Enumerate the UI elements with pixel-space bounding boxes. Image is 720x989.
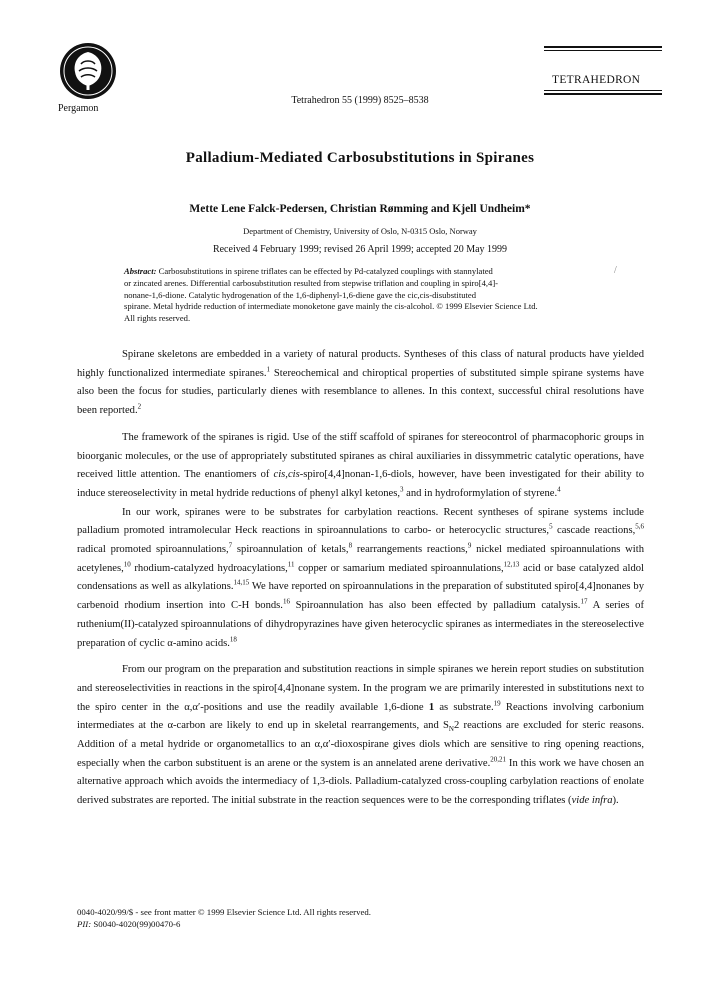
body-text [77,346,644,811]
abstract-line: All rights reserved. [124,313,191,324]
article-title: Palladium-Mediated Carbosubstitutions in Spiranes [185,150,535,166]
author-list: Mette Lene Falck-Pedersen, Christian Rømming and Kjell Undheim* [189,203,531,215]
header-rule-top [544,46,662,48]
body-paragraph: Spirane skeletons are embedded in a variety of natural products. Syntheses of this class of natural products have yielded highly functionalized intermediate spiranes.$^1$ Stereochemical and chiroptical properties of substituted simple spirane systems have also been the focus for studies, particularly dienes with resemblance to allenes. In this context, successful chiral resolutions have been reported.$^2$ [77,349,644,417]
body-paragraph: From our program on the preparation and substitution reactions in simple spiranes we herein report studies on substitution and stereoselectivities in reactions in the spiro[4,4]nonane system. In the program we are primarily interested in substitutions next to the spiro center in the α,α′-positions and use the readily available 1,6-dione 1 as substrate.$^{19}$ Reactions involving carbonium intermediates at the α-carbon are likely to end up in skeletal rearrangements, and $S_N2$ reactions are excluded for steric reasons. Addition of a metal hydride or organometallics to an α,α′-dioxospirane gives diols which are sensitive to ring opening reactions, especially when the carbon substituent is an arene or the system is an annelated arene derivative.$^{20,21}$ In this work we have chosen an alternative approach which avoids the intermediacy of 1,3-diols. Palladium-catalyzed cross-coupling carbylation reactions of enolate derived substrates are reported. The initial substrate in the reaction sequences were to be the corresponding triflates (vide infra). [77,664,644,807]
copyright-line: 0040-4020/99/$ - see front matter © 1999 Elsevier Science Ltd. All rights reserved. [77,907,371,917]
abstract-line: Abstract: Carbosubstitutions in spirene triflates can be effected by Pd-catalyzed couplings with stannylated [124,266,493,276]
received-dates: Received 4 February 1999; revised 26 April 1999; accepted 20 May 1999 [212,244,508,255]
footer [77,906,371,930]
affiliation: Department of Chemistry, University of Oslo, N-0315 Oslo, Norway [243,226,477,236]
header-rule-top-2 [544,50,662,51]
header-rule-bottom-2 [544,93,662,95]
scan-mark: / [614,265,617,276]
body-paragraph: The framework of the spiranes is rigid. Use of the stiff scaffold of spiranes for stereocontrol of pharmacophoric groups in bioorganic molecules, or the use of appropriately substituted spiranes as chiral auxiliaries in dissymmetric catalytic operations, have received little attention. The enantiomers of cis,cis-spiro[4,4]nonan-1,6-diols, however, have been investigated for their ability to induce stereoselectivity in metal hydride reductions of phenyl alkyl ketones,$^3$ and in hydroformylation of styrene.$^4$ [77,431,644,499]
publisher-name: Pergamon [58,103,99,114]
body-paragraph: In our work, spiranes were to be substrates for carbylation reactions. Recent syntheses of spirane systems include palladium promoted intramolecular Heck reactions in spiroannulations to carbo- or heterocyclic structures,$^5$ cascade reactions,$^{5,6}$ radical promoted spiroannulations,$^7$ spiroannulation of ketals,$^8$ rearrangements reactions,$^9$ nickel mediated spiroannulations with acetylenes,$^{10}$ rhodium-catalyzed hydroacylations,$^{11}$ copper or samarium mediated spiroannulations,$^{12,13}$ acid or base catalyzed aldol condensations as well as alkylations.$^{14,15}$ We have reported on spiroannulations in the preparation of substituted spiro[4,4]nonanes by carbenoid rhodium insertion into C-H bonds.$^{16}$ Spiroannulation has also been effected by palladium catalysis.$^{17}$ A series of ruthenium(II)-catalyzed spiroannulations of dihydropyrazines have given heterocyclic spiranes as intermediates in the stereoselective preparation of cyclic α-amino acids.$^{18}$ [77,506,644,649]
abstract-line: or zincated arenes. Differential carbosubstitution resulted from stepwise triflation and coupling in spiro[4,4]- [124,277,499,288]
abstract [124,266,639,325]
abstract-line: nonane-1,6-dione. Catalytic hydrogenation of the 1,6-diphenyl-1,6-diene gave the cic,cis-disubstituted [124,289,477,300]
pii-line: PII: S0040-4020(99)00470-6 [77,919,181,929]
journal-citation: Tetrahedron 55 (1999) 8525–8538 [291,95,429,106]
pergamon-logo-icon [59,42,117,100]
journal-name: TETRAHEDRON [552,74,641,86]
header-rule-bottom [544,90,662,91]
abstract-label: Abstract: [124,266,157,276]
abstract-line: spirane. Metal hydride reduction of intermediate monoketone gave mainly the cis-alcohol. © 1999 Elsevier Science Ltd. [124,301,538,312]
